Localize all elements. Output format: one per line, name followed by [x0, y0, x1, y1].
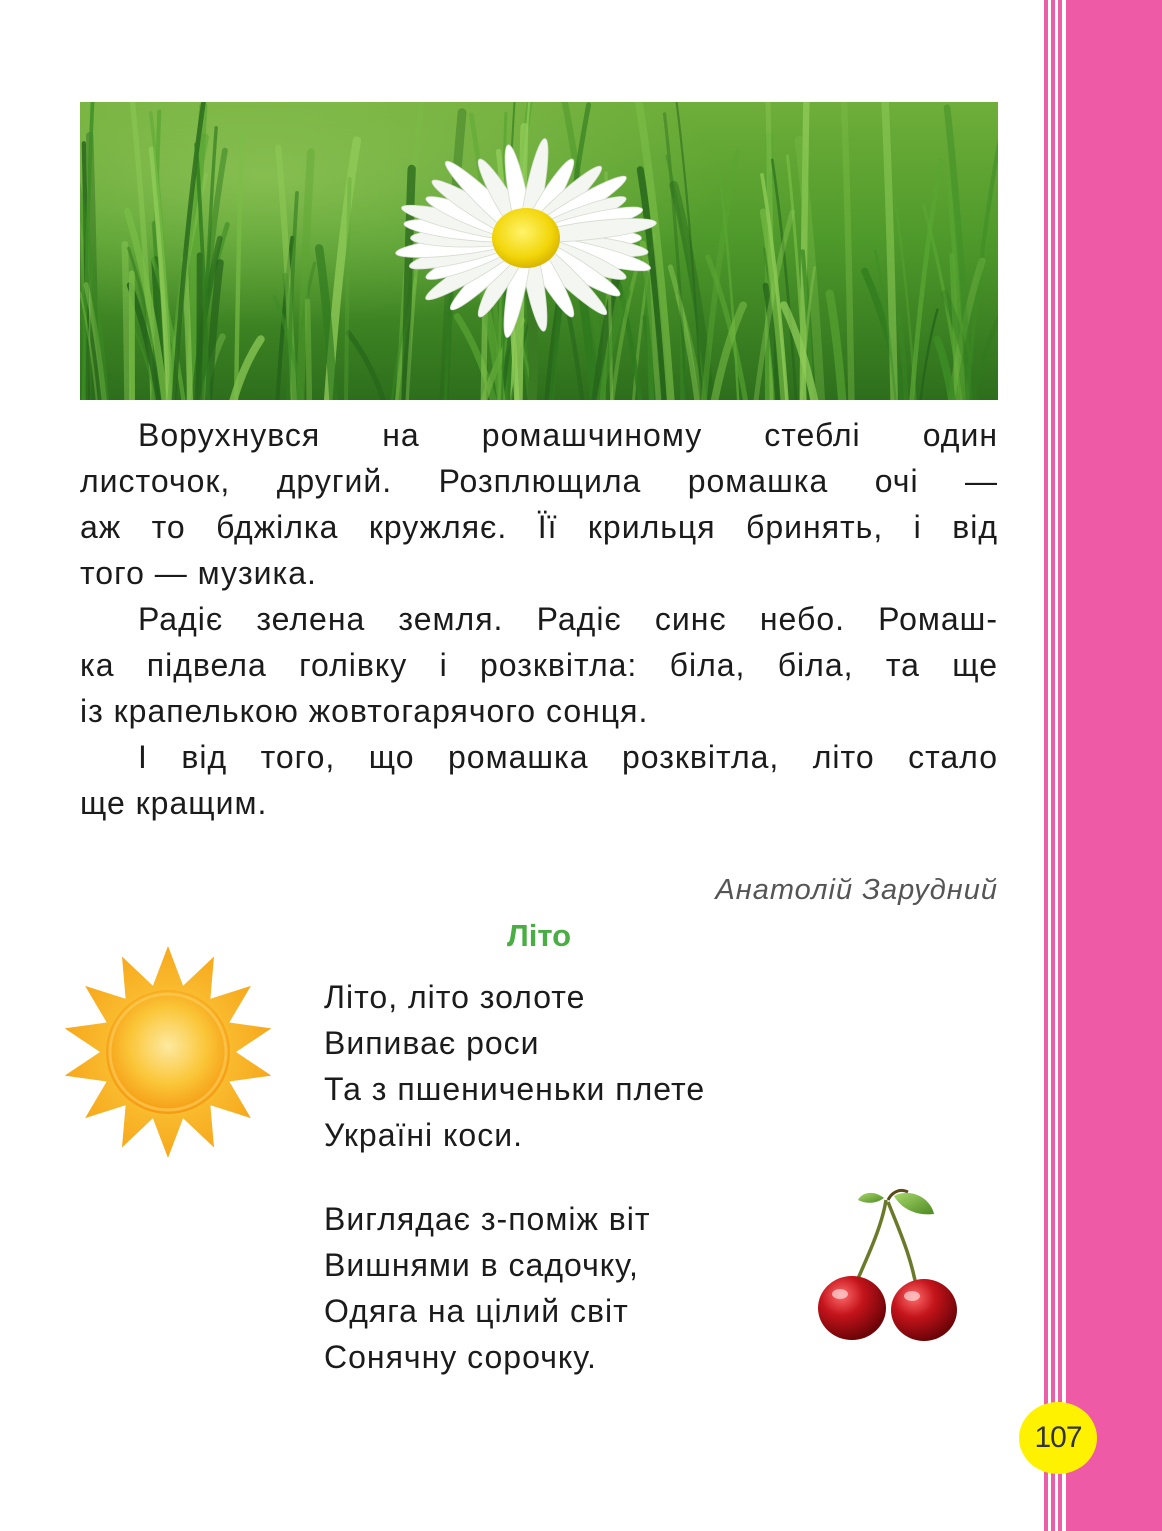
poem-line: Україні коси. [324, 1117, 523, 1153]
poem-line: Виглядає з-поміж віт [324, 1201, 651, 1237]
daisy-in-grass-image [80, 102, 998, 400]
story-line: Ворухнувся на ромашчиному стеблі один [138, 417, 998, 453]
poem-line: Вишнями в садочку, [324, 1247, 639, 1283]
story-line: І від того, що ромашка розквітла, літо стало [138, 739, 998, 775]
page-margin-strip [1044, 0, 1162, 1531]
sun-icon [58, 944, 278, 1160]
story-line: із крапелькою жовтогарячого сонця. [80, 693, 649, 729]
story-line: того — музика. [80, 555, 317, 591]
story-text [80, 412, 998, 826]
cherries-icon [808, 1186, 968, 1346]
author-name: Анатолій Зарудний [715, 874, 998, 906]
daisy-photo [80, 102, 998, 400]
poem-stanza-1 [324, 974, 705, 1158]
story-line: листочок, другий. Розплющила ромашка очі — [80, 463, 998, 499]
story-line: ка підвела голівку і розквітла: біла, біла, та ще [80, 647, 998, 683]
poem-line: Літо, літо золоте [324, 979, 586, 1015]
story-line: ще кращим. [80, 785, 268, 821]
poem-title: Літо [506, 918, 572, 953]
story-line: Радіє зелена земля. Радіє синє небо. Ромаш- [138, 601, 998, 637]
story-line: аж то бджілка кружляє. Її крильця бринять, і від [80, 509, 998, 545]
poem-line: Одяга на цілий світ [324, 1293, 629, 1329]
poem-line: Та з пшениченьки плете [324, 1071, 706, 1107]
page-number-badge: 107 [1019, 1402, 1097, 1474]
poem-line: Випиває роси [324, 1025, 540, 1061]
poem-line: Сонячну сорочку. [324, 1339, 597, 1375]
poem-stanza-2 [324, 1196, 651, 1380]
